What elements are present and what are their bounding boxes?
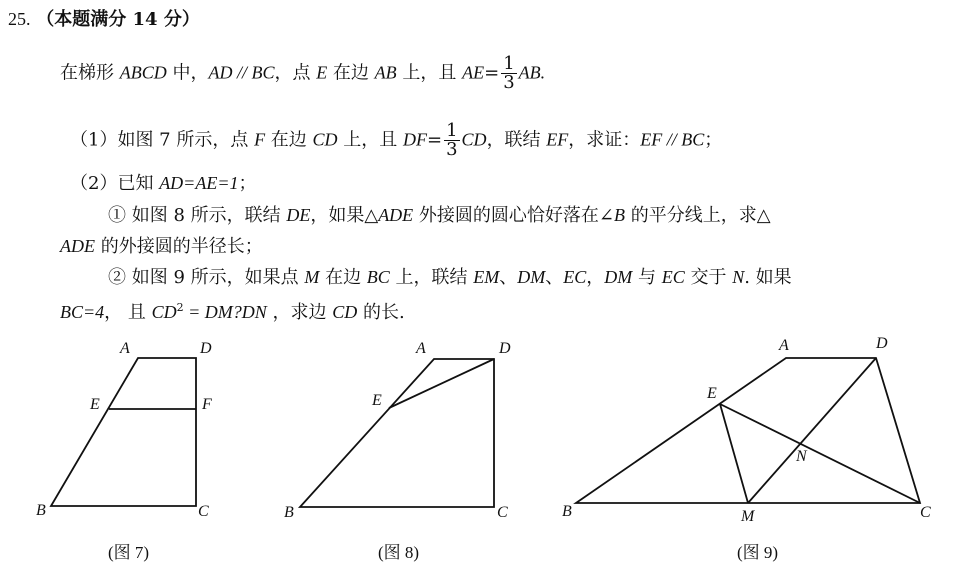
part-1-text: ，求证：: [568, 129, 641, 151]
caption-figure-7: (图 7): [108, 543, 150, 562]
sub-1-text: 的外接圆的半径长；: [95, 236, 263, 257]
part-2-math: AD=AE=1: [159, 173, 239, 193]
sub-2-math: EC: [661, 267, 685, 287]
sub-2-text: ② 如图 9 所示，如果点: [108, 267, 305, 288]
figure-7: [51, 358, 196, 506]
sub-2-text: 、: [499, 267, 518, 288]
part-1-math: EF: [546, 129, 569, 150]
fraction-numerator: 1: [446, 120, 458, 141]
sub-1-text: ，如果△: [310, 205, 379, 226]
sub-2-math: CD: [151, 302, 177, 322]
label-B: B: [284, 504, 294, 521]
sub-1-math: ADE: [378, 205, 414, 225]
sub-1-text: ① 如图 8 所示，联结: [108, 205, 287, 226]
stem-text: 中，: [166, 62, 209, 84]
sub-2-math: EC: [563, 267, 587, 287]
stem-math: AD // BC: [208, 62, 275, 83]
label-A: A: [120, 340, 130, 357]
stem-math: AB: [374, 62, 397, 83]
part-1-text: 上，且: [337, 129, 403, 151]
part-1-text: ；: [704, 129, 723, 151]
segment-EM: [720, 404, 748, 503]
sub-1-text: 外接圆的圆心恰好落在∠: [413, 205, 614, 226]
label-M: M: [741, 508, 755, 525]
trapezoid-8: [300, 359, 494, 507]
stem-math: AE: [462, 62, 485, 83]
sub-2-text: ， 且: [104, 302, 152, 323]
label-C: C: [497, 504, 508, 521]
label-F: F: [202, 396, 212, 413]
segment-EC: [720, 404, 920, 503]
label-B: B: [36, 502, 46, 519]
sub-2-math: M: [304, 267, 320, 287]
sub-2-text: ，求边: [266, 302, 333, 323]
sub-2-text: 上，联结: [389, 267, 474, 288]
part-1-text: （1）如图 7 所示，点: [70, 129, 255, 151]
fraction-denominator: 3: [503, 72, 515, 93]
label-N: N: [796, 448, 807, 465]
sub-2-text: 与: [632, 267, 662, 288]
label-E: E: [372, 392, 382, 409]
sub-2-math: BC=4: [60, 302, 105, 322]
sub-1-math: DE: [286, 205, 311, 225]
fraction-denominator: 3: [446, 139, 458, 160]
stem-math: ABCD: [119, 62, 167, 83]
sub-2-text: ，: [586, 267, 605, 288]
sub-2-math: = DM?DN: [183, 302, 267, 322]
stem-text: 上，且: [396, 62, 463, 84]
label-A: A: [779, 337, 789, 354]
sub-1-math: ADE: [60, 236, 95, 256]
trapezoid-9: [576, 358, 920, 503]
sub-2-text: 交于: [684, 267, 733, 288]
figure-9: [576, 358, 920, 503]
label-D: D: [876, 335, 888, 352]
sub-2-text: 、: [545, 267, 564, 288]
sub-2-math: N: [732, 267, 745, 287]
part-2-text: （2）已知: [70, 173, 160, 194]
label-C: C: [920, 504, 931, 521]
caption-figure-9: (图 9): [737, 543, 779, 562]
sub-2-math: BC: [366, 267, 390, 287]
label-C: C: [198, 503, 209, 520]
sub-1-math: B: [614, 205, 625, 225]
segment-DE: [389, 359, 494, 408]
stem-math: E: [316, 62, 328, 83]
part-1-text: ，联结: [486, 129, 547, 151]
figure-8: [300, 359, 494, 507]
label-D: D: [200, 340, 212, 357]
stem-text: 在梯形: [60, 62, 120, 84]
part-1-math: EF // BC: [640, 129, 705, 150]
label-B: B: [562, 503, 572, 520]
label-E: E: [707, 385, 717, 402]
sub-2-text: 的长.: [357, 302, 405, 323]
problem-number: 25.: [8, 9, 31, 29]
part-2-text: ；: [238, 173, 257, 194]
sub-2-math: EM: [473, 267, 500, 287]
sub-2-math: DM: [604, 267, 633, 287]
trapezoid-7: [51, 358, 196, 506]
sub-2-text: 在边: [319, 267, 367, 288]
sub-2-text: . 如果: [744, 267, 792, 288]
part-1-math: CD: [461, 129, 487, 150]
part-1-math: DF: [403, 129, 427, 150]
sub-2-math: CD: [332, 302, 358, 322]
part-1-text: 在边: [265, 129, 313, 151]
stem-text: ，点: [274, 62, 317, 84]
part-1-eq: =: [427, 129, 443, 151]
sub-1-text: 的平分线上，求△: [625, 205, 771, 226]
problem-score: （本题满分 14 分）: [36, 9, 200, 30]
stem-text: 在边: [327, 62, 375, 84]
segment-DM: [748, 358, 876, 503]
label-E: E: [90, 396, 100, 413]
superscript: 2: [176, 301, 184, 314]
caption-figure-8: (图 8): [378, 543, 420, 562]
stem-eq: =: [484, 62, 500, 84]
sub-2-math: DM: [517, 267, 546, 287]
part-1-math: F: [254, 129, 266, 150]
label-A: A: [416, 340, 426, 357]
stem-math: AB.: [518, 62, 546, 83]
fraction-numerator: 1: [503, 53, 515, 74]
label-D: D: [499, 340, 511, 357]
part-1-math: CD: [312, 129, 338, 150]
